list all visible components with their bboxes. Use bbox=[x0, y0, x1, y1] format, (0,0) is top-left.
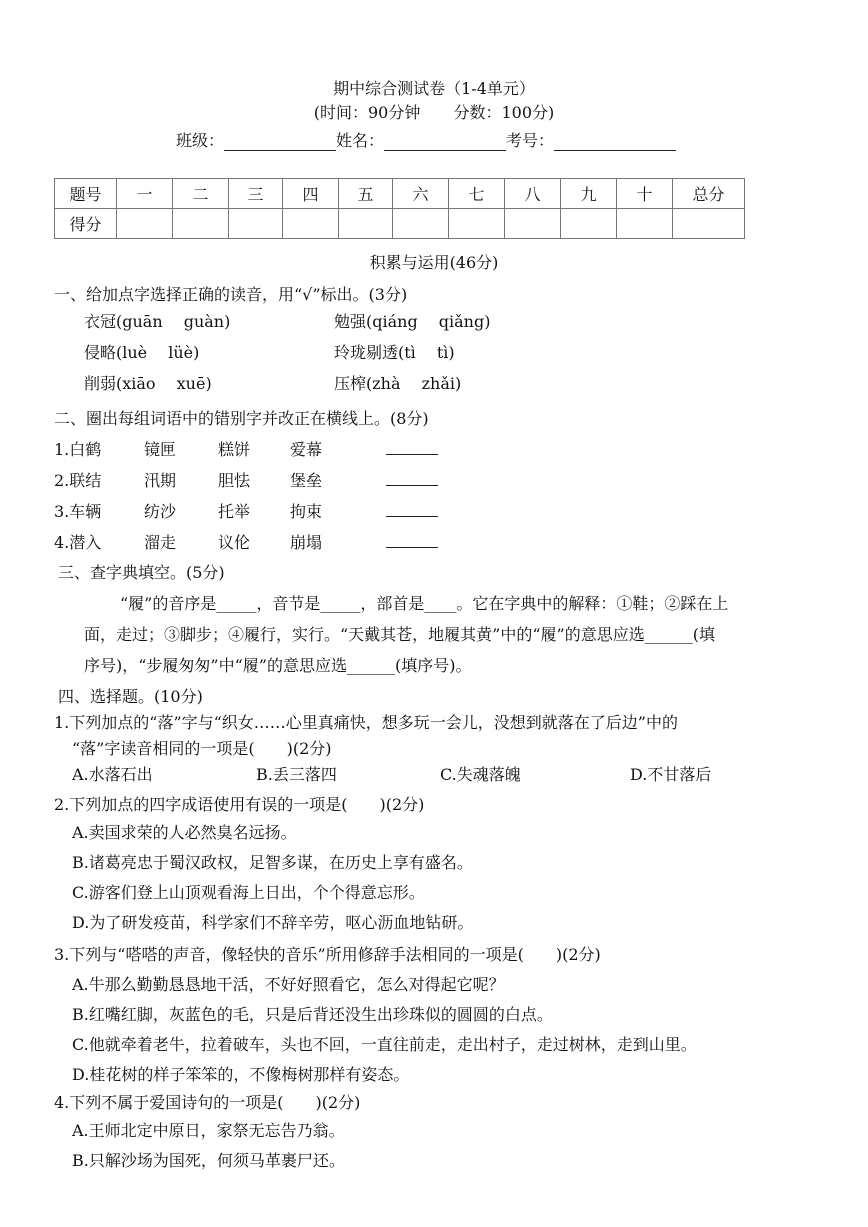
table-cell: 三 bbox=[229, 179, 283, 209]
option[interactable]: D.桂花树的样子笨笨的，不像梅树那样有姿态。 bbox=[72, 1065, 410, 1084]
q1-title: 一、给加点字选择正确的读音，用“√”标出。(3分) bbox=[54, 285, 408, 304]
option[interactable]: C.游客们登上山顶观看海上日出，个个得意忘形。 bbox=[72, 883, 425, 902]
section-heading: 积累与运用(46分) bbox=[369, 253, 499, 272]
q3-line: “履”的音序是_____，音节是_____，部首是____。它在字典中的解释：①鞋；②踩在上 bbox=[120, 594, 729, 613]
q1-item: 勉强(qiáng qiǎng) bbox=[334, 312, 491, 331]
q4-3-stem: 3.下列与“嗒嗒的声音，像轻快的音乐”所用修辞手法相同的一项是( )(2分) bbox=[54, 945, 601, 964]
table-cell: 得分 bbox=[55, 209, 117, 239]
table-cell: 六 bbox=[393, 179, 449, 209]
q1-item: 玲珑剔透(tì tì) bbox=[334, 343, 455, 362]
score-table-score-row bbox=[55, 209, 745, 239]
q1-item: 侵略(luè lüè) bbox=[84, 343, 200, 362]
score-cell[interactable] bbox=[339, 209, 393, 239]
q2-word: 4.潜入 bbox=[54, 533, 102, 552]
q2-title: 二、圈出每组词语中的错别字并改正在横线上。(8分) bbox=[54, 409, 429, 428]
option[interactable]: D.不甘落后 bbox=[630, 765, 712, 784]
score-cell[interactable] bbox=[561, 209, 617, 239]
table-cell: 五 bbox=[339, 179, 393, 209]
score-cell[interactable] bbox=[393, 209, 449, 239]
q1-item: 衣冠(guān guàn) bbox=[84, 312, 231, 331]
q2-word: 3.车辆 bbox=[54, 502, 102, 521]
option[interactable]: A.牛那么勤勤恳恳地干活，不好好照看它，怎么对得起它呢？ bbox=[72, 975, 505, 994]
q2-word: 爱幕 bbox=[290, 440, 323, 459]
table-cell: 总分 bbox=[673, 179, 745, 209]
option[interactable]: C.失魂落魄 bbox=[440, 765, 521, 784]
q2-word: 堡垒 bbox=[290, 471, 323, 490]
q4-4-stem: 4.下列不属于爱国诗句的一项是( )(2分) bbox=[54, 1093, 361, 1112]
exam-no-blank[interactable] bbox=[554, 134, 676, 151]
table-cell: 八 bbox=[505, 179, 561, 209]
q1-item: 削弱(xiāo xuē) bbox=[84, 374, 212, 393]
exam-title: 期中综合测试卷（1-4单元） bbox=[333, 79, 535, 98]
q4-1-stem: 1.下列加点的“落”字与“织女……心里真痛快，想多玩一会儿，没想到就落在了后边”中的 bbox=[54, 713, 678, 732]
score-cell[interactable] bbox=[673, 209, 745, 239]
answer-blank[interactable] bbox=[386, 471, 438, 486]
option[interactable]: B.只解沙场为国死，何须马革裹尸还。 bbox=[72, 1151, 345, 1170]
q2-word: 崩塌 bbox=[290, 533, 323, 552]
answer-blank[interactable] bbox=[386, 502, 438, 517]
q2-word: 镜匣 bbox=[144, 440, 177, 459]
table-cell: 九 bbox=[561, 179, 617, 209]
q4-2-stem: 2.下列加点的四字成语使用有误的一项是( )(2分) bbox=[54, 795, 425, 814]
class-label: 班级： bbox=[176, 131, 225, 150]
option[interactable]: A.王师北定中原日，家祭无忘告乃翁。 bbox=[72, 1121, 345, 1140]
score-cell[interactable] bbox=[283, 209, 339, 239]
score-cell[interactable] bbox=[449, 209, 505, 239]
table-cell: 二 bbox=[173, 179, 229, 209]
q3-title: 三、查字典填空。(5分) bbox=[58, 563, 225, 582]
score-table bbox=[54, 178, 745, 239]
q2-word: 议伦 bbox=[218, 533, 251, 552]
q2-word: 糕饼 bbox=[218, 440, 251, 459]
student-info-line bbox=[176, 128, 676, 151]
name-label: 姓名： bbox=[336, 131, 385, 150]
score-cell[interactable] bbox=[229, 209, 283, 239]
option[interactable]: B.红嘴红脚，灰蓝色的毛，只是后背还没生出珍珠似的圆圆的白点。 bbox=[72, 1005, 553, 1024]
score-cell[interactable] bbox=[505, 209, 561, 239]
q4-1-stem: “落”字读音相同的一项是( )(2分) bbox=[72, 739, 332, 758]
score-cell[interactable] bbox=[617, 209, 673, 239]
table-cell: 十 bbox=[617, 179, 673, 209]
q2-word: 托举 bbox=[218, 502, 251, 521]
score-table-header-row bbox=[55, 179, 745, 209]
score-info: 分数：100分) bbox=[453, 103, 555, 122]
score-cell[interactable] bbox=[117, 209, 173, 239]
q2-word: 溜走 bbox=[144, 533, 177, 552]
option[interactable]: A.卖国求荣的人必然臭名远扬。 bbox=[72, 823, 297, 842]
table-cell: 七 bbox=[449, 179, 505, 209]
answer-blank[interactable] bbox=[386, 533, 438, 548]
q2-word: 2.联结 bbox=[54, 471, 102, 490]
q2-word: 1.白鹤 bbox=[54, 440, 102, 459]
q4-title: 四、选择题。(10分) bbox=[58, 687, 203, 706]
q3-line: 序号)，“步履匆匆”中“履”的意思应选______(填序号)。 bbox=[84, 656, 472, 675]
option[interactable]: C.他就牵着老牛，拉着破车，头也不回，一直往前走，走出村子，走过树林，走到山里。 bbox=[72, 1035, 697, 1054]
name-blank[interactable] bbox=[384, 134, 506, 151]
option[interactable]: B.丢三落四 bbox=[256, 765, 337, 784]
q3-line: 面，走过；③脚步；④履行，实行。“天戴其苍，地履其黄”中的“履”的意思应选______(填 bbox=[84, 625, 715, 644]
table-cell: 四 bbox=[283, 179, 339, 209]
option[interactable]: B.诸葛亮忠于蜀汉政权，足智多谋，在历史上享有盛名。 bbox=[72, 853, 473, 872]
table-cell: 一 bbox=[117, 179, 173, 209]
q2-word: 拘束 bbox=[290, 502, 323, 521]
q2-word: 胆怯 bbox=[218, 471, 251, 490]
exam-subtitle bbox=[0, 100, 868, 123]
q1-item: 压榨(zhà zhǎi) bbox=[334, 374, 462, 393]
q2-word: 汛期 bbox=[144, 471, 177, 490]
option[interactable]: D.为了研发疫苗，科学家们不辞辛劳，呕心沥血地钻研。 bbox=[72, 913, 474, 932]
exam-no-label: 考号： bbox=[506, 131, 555, 150]
score-cell[interactable] bbox=[173, 209, 229, 239]
class-blank[interactable] bbox=[224, 134, 336, 151]
table-cell: 题号 bbox=[55, 179, 117, 209]
option[interactable]: A.水落石出 bbox=[72, 765, 153, 784]
time-info: (时间：90分钟 bbox=[313, 103, 421, 122]
answer-blank[interactable] bbox=[386, 440, 438, 455]
q2-word: 纺沙 bbox=[144, 502, 177, 521]
